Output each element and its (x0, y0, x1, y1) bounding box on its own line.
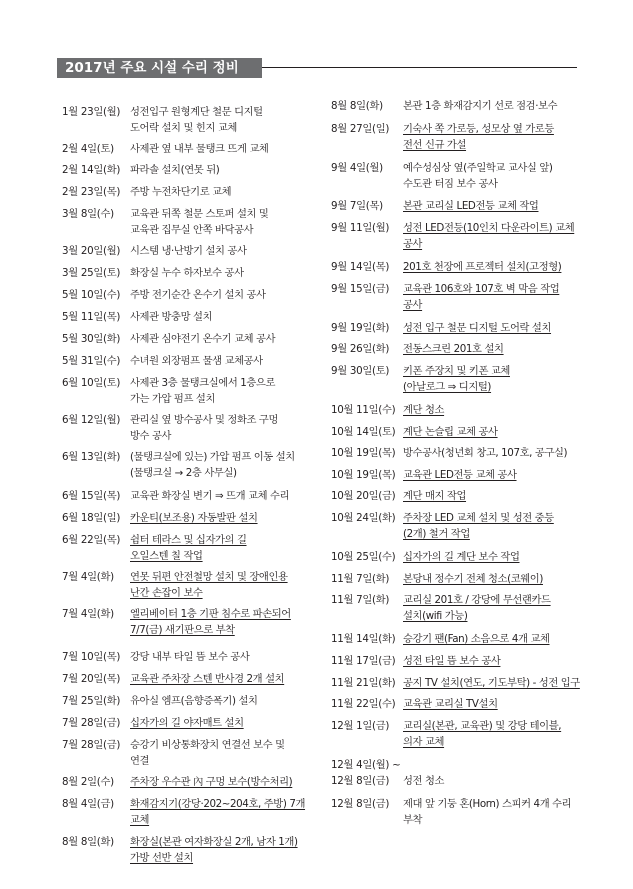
entry-date: 9월 15일(금) (331, 283, 390, 295)
entry-date: 7월 28일(금) (62, 739, 121, 751)
entry-description (130, 569, 312, 601)
entry-description (403, 341, 586, 357)
description-line: 201호 천장에 프로젝터 설치(고정형) (403, 261, 562, 273)
header-rule (262, 67, 577, 68)
entry-date: 8월 4일(금) (62, 798, 114, 810)
entry-date: 11월 21일(화) (331, 677, 396, 689)
entry-description (403, 363, 586, 395)
entry-date: 9월 30일(토) (331, 365, 390, 377)
entry-date: 8월 8일(화) (62, 836, 114, 848)
description-line: 주차장 우수관 內 구멍 보수(방수처리) (130, 776, 293, 788)
entry-date: 10월 24일(화) (331, 512, 396, 524)
description-line: 오일스텐 칠 작업 (130, 550, 203, 562)
entry-description (403, 424, 586, 440)
entry-description (130, 353, 312, 369)
entry-date: 10월 14일(토) (331, 426, 396, 438)
entry-description (403, 121, 586, 153)
entry-date: 11월 14일(화) (331, 633, 396, 645)
description-line: 수도관 터짐 보수 공사 (403, 178, 498, 190)
entry-date: 10월 20일(금) (331, 490, 396, 502)
entry-description (130, 287, 312, 303)
entry-description (403, 198, 586, 214)
entry-date: 7월 10일(목) (62, 651, 121, 663)
entry-description (130, 834, 312, 866)
entry-date: 5월 10일(수) (62, 289, 121, 301)
entry-date: 3월 25일(토) (62, 267, 121, 279)
description-line: 본관 1층 화재감지기 선로 점검·보수 (403, 100, 558, 112)
description-line: 화장실(본관 여자화장실 2개, 남자 1개) (130, 836, 298, 848)
entry-description (403, 549, 586, 565)
description-line: 계단 매지 작업 (403, 490, 467, 502)
description-line: 연못 뒤편 안전철망 설치 및 장애인용 (130, 571, 288, 583)
description-line: 기숙사 쪽 가로등, 성모상 옆 가로등 (403, 123, 554, 135)
description-line: 교육관 화장실 변기 ⇒ 뜨개 교체 수리 (130, 490, 290, 502)
description-line: 난간 손잡이 보수 (130, 587, 203, 599)
entry-date: 6월 12일(월) (62, 414, 121, 426)
entry-date: 2월 14일(화) (62, 164, 121, 176)
description-line: 승강기 비상통화장치 연결선 보수 및 (130, 739, 285, 751)
entry-date: 6월 10일(토) (62, 377, 121, 389)
description-line: 주방 전기순간 온수기 설치 공사 (130, 289, 266, 301)
entry-date: 11월 17일(금) (331, 655, 396, 667)
entry-date: 5월 11일(목) (62, 311, 121, 323)
entry-date: 2월 4일(토) (62, 143, 114, 155)
description-line: 계단 청소 (403, 404, 445, 416)
entry-date: 3월 20일(월) (62, 245, 121, 257)
entry-date: 12월 8일(금) (331, 775, 390, 787)
entry-date: 11월 7일(화) (331, 573, 390, 585)
description-line: 화장실 누수 하자보수 공사 (130, 267, 244, 279)
description-line: 성전 청소 (403, 775, 445, 787)
entry-date: 7월 4일(화) (62, 608, 114, 620)
description-line: (2개) 철거 작업 (403, 528, 470, 540)
description-line: 가는 가압 펌프 설치 (130, 393, 215, 405)
entry-date: 12월 1일(금) (331, 720, 390, 732)
entry-description (130, 162, 312, 178)
description-line: 공지 TV 설치(연도, 기도부탁) - 성전 입구 (403, 677, 580, 689)
entry-description (403, 653, 586, 669)
entry-description (130, 532, 312, 564)
description-line: 가방 선반 설치 (130, 852, 194, 864)
description-line: 성전 LED전등(10인치 다운라이트) 교체 (403, 222, 575, 234)
description-line: 십자가의 길 계단 보수 작업 (403, 551, 520, 563)
entry-description (130, 184, 312, 200)
entry-description (403, 467, 586, 483)
description-line: 방수 공사 (130, 430, 172, 442)
description-line: 사제관 방충망 설치 (130, 311, 213, 323)
entry-date: 12월 8일(금) (331, 798, 390, 810)
description-line: 연결 (130, 755, 150, 767)
entry-date: 8월 2일(수) (62, 776, 114, 788)
entry-date: 5월 30일(화) (62, 333, 121, 345)
description-line: 사제관 심야전기 온수기 교체 공사 (130, 333, 276, 345)
entry-date: 3월 8일(수) (62, 208, 114, 220)
entry-description (403, 445, 586, 461)
entry-description (403, 488, 586, 504)
page-title: 2017년 주요 시설 수리 정비 (57, 58, 262, 78)
description-line: 본당내 정수기 전체 청소(코웨이) (403, 573, 543, 585)
entry-date: 11월 7일(화) (331, 594, 390, 606)
description-line: 교육관 106호와 107호 벽 막음 작업 (403, 283, 560, 295)
description-line: 십자가의 길 야자매트 설치 (130, 717, 244, 729)
description-line: 강당 내부 타일 뜸 보수 공사 (130, 651, 250, 663)
entry-description (403, 320, 586, 336)
entry-description (130, 737, 312, 769)
entry-date: 7월 20일(목) (62, 673, 121, 685)
entry-description (403, 718, 586, 750)
entry-date: 9월 14일(목) (331, 261, 390, 273)
entry-date: 9월 11일(월) (331, 222, 390, 234)
description-line: 교육관 집무실 안쪽 바닥공사 (130, 224, 254, 236)
description-line: 전선 신규 가설 (403, 139, 467, 151)
entry-date: 8월 27일(일) (331, 123, 390, 135)
entry-description (403, 259, 586, 275)
entry-date: 8월 8일(화) (331, 100, 383, 112)
description-line: 공사 (403, 299, 423, 311)
entry-date: 6월 13일(화) (62, 451, 121, 463)
entry-description (403, 160, 586, 192)
description-line: 수녀원 외장펌프 물샘 교체공사 (130, 355, 263, 367)
description-line: 관리실 옆 방수공사 및 정화조 구멍 (130, 414, 279, 426)
entry-date: 6월 18일(일) (62, 512, 121, 524)
entry-description (403, 98, 586, 114)
description-line: (아날로그 ⇒ 디지털) (403, 381, 492, 393)
entry-date: 10월 19일(목) (331, 447, 396, 459)
entry-description (130, 671, 312, 687)
entry-date: 9월 26일(화) (331, 343, 390, 355)
entry-description (130, 693, 312, 709)
description-line: 교육관 LED전등 교체 공사 (403, 469, 517, 481)
description-line: 시스템 냉·난방기 설치 공사 (130, 245, 247, 257)
entry-description (130, 331, 312, 347)
entry-description (130, 606, 312, 638)
entry-description (403, 402, 586, 418)
entry-description (130, 488, 312, 504)
description-line: 교리실 201호 / 강당에 무선랜카드 (403, 594, 551, 606)
entry-date: 9월 7일(목) (331, 200, 383, 212)
entry-description (130, 510, 312, 526)
description-line: 주방 누전차단기로 교체 (130, 186, 232, 198)
description-line: 쉼터 테라스 및 십자가의 길 (130, 534, 247, 546)
entry-description (403, 773, 586, 789)
description-line: 성전 입구 철문 디지털 도어락 설치 (403, 322, 552, 334)
entry-description (130, 715, 312, 731)
entry-description (130, 796, 312, 828)
description-line: 파라솔 설치(연못 뒤) (130, 164, 220, 176)
description-line: (물탱크실에 있는) 가압 펌프 이동 설치 (130, 451, 295, 463)
entry-description (403, 696, 586, 712)
entry-date: 10월 25일(수) (331, 551, 396, 563)
entry-date: 1월 23일(월) (62, 106, 121, 118)
description-line: 도어락 설치 및 힌지 교체 (130, 122, 237, 134)
description-line: 사제관 옆 내부 물탱크 뜨게 교체 (130, 143, 269, 155)
entry-description (130, 243, 312, 259)
description-line: 예수성심상 옆(주일학교 교사실 앞) (403, 162, 553, 174)
entry-description (130, 265, 312, 281)
entry-date: 2월 23일(목) (62, 186, 121, 198)
section-header (57, 58, 577, 78)
entry-date: 9월 4일(월) (331, 162, 383, 174)
description-line: 사제관 3층 물탱크실에서 1층으로 (130, 377, 276, 389)
description-line: 키폰 주장치 및 키폰 교체 (403, 365, 510, 377)
description-line: 7/7(금) 새기판으로 부착 (130, 624, 235, 636)
description-line: 부착 (403, 814, 423, 826)
description-line: 화재감지기(강당·202~204호, 주방) 7개 (130, 798, 306, 810)
entry-description (130, 141, 312, 157)
entry-description (130, 375, 312, 407)
entry-description (130, 309, 312, 325)
entry-description (403, 631, 586, 647)
description-line: 성전입구 원형계단 철문 디지털 (130, 106, 263, 118)
entry-description (130, 412, 312, 444)
description-line: 승강기 팬(Fan) 소음으로 4개 교체 (403, 633, 550, 645)
entry-description (403, 796, 586, 828)
description-line: 공사 (403, 238, 423, 250)
description-line: 교육관 주차장 스텐 반사경 2개 설치 (130, 673, 285, 685)
description-line: 카운티(보조용) 자동발판 설치 (130, 512, 258, 524)
description-line: 엘리베이터 1층 기판 침수로 파손되어 (130, 608, 291, 620)
description-line: 유아실 엠프(음향증폭기) 설치 (130, 695, 258, 707)
description-line: 전동스크린 201호 설치 (403, 343, 504, 355)
entry-date: 10월 11일(수) (331, 404, 396, 416)
description-line: 계단 논슬립 교체 공사 (403, 426, 498, 438)
entry-description (403, 281, 586, 313)
entry-date: 5월 31일(수) (62, 355, 121, 367)
description-line: 본관 교리실 LED전등 교체 작업 (403, 200, 539, 212)
description-line: 교육관 뒤쪽 철문 스토퍼 설치 및 (130, 208, 269, 220)
entry-date: 11월 22일(수) (331, 698, 396, 710)
description-line: 의자 교체 (403, 736, 445, 748)
entry-description (130, 104, 312, 136)
description-line: 성전 타일 뜸 보수 공사 (403, 655, 501, 667)
entry-description (403, 592, 586, 624)
entry-date: 7월 4일(화) (62, 571, 114, 583)
description-line: 교육관 교리실 TV설치 (403, 698, 498, 710)
entry-description (130, 206, 312, 238)
description-line: 설치(wifi 가능) (403, 610, 468, 622)
entry-description (130, 449, 312, 481)
description-line: 주차장 LED 교체 설치 및 성전 중등 (403, 512, 554, 524)
entry-date: 6월 15일(목) (62, 490, 121, 502)
description-line: 교리실(본관, 교육관) 및 강당 테이블, (403, 720, 562, 732)
entry-description (403, 675, 586, 691)
entry-description (403, 510, 586, 542)
description-line: 방수공사(청년회 창고, 107호, 공구실) (403, 447, 568, 459)
entry-date: 9월 19일(화) (331, 322, 390, 334)
entry-date: 7월 25일(화) (62, 695, 121, 707)
description-line: (물탱크실 → 2층 사무실) (130, 467, 237, 479)
entry-description (130, 649, 312, 665)
entry-date: 7월 28일(금) (62, 717, 121, 729)
entry-description (130, 774, 312, 790)
entry-date: 6월 22일(목) (62, 534, 121, 546)
description-line: 교체 (130, 814, 150, 826)
entry-date: 12월 4일(월) ~ (331, 759, 401, 771)
description-line: 제대 앞 기둥 혼(Horn) 스피커 4개 수리 (403, 798, 572, 810)
entry-date: 10월 19일(목) (331, 469, 396, 481)
entry-description (403, 571, 586, 587)
entry-description (403, 220, 586, 252)
